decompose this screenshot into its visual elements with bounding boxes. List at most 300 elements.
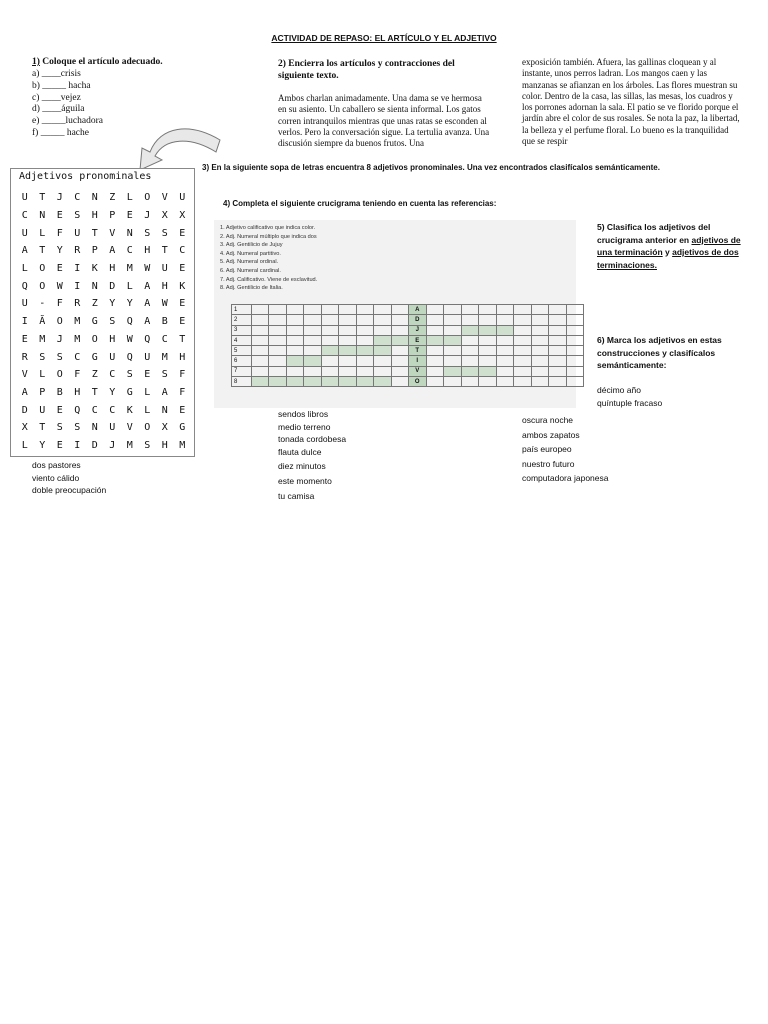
wordsearch-letter: E (179, 263, 186, 275)
crossword-cell (531, 377, 549, 387)
wordsearch-letter: Y (109, 298, 116, 310)
crossword-cell (269, 377, 287, 387)
list-item: medio terreno (278, 421, 331, 432)
page-title: ACTIVIDAD DE REPASO: EL ARTÍCULO Y EL ADJETIVO (271, 33, 497, 43)
wordsearch-letter: V (21, 369, 28, 381)
section1-number: 1) (32, 57, 40, 67)
list-item: oscura noche (522, 415, 574, 425)
wordsearch-letter: O (56, 369, 63, 381)
wordsearch-letter: S (56, 351, 63, 363)
wordsearch-letter: E (21, 333, 28, 345)
wordsearch-letter: Q (21, 280, 28, 292)
crossword-cell (531, 305, 549, 315)
wordsearch-letter: X (179, 210, 186, 222)
list-item: e) _____luchadora (32, 116, 103, 127)
crossword-cell (339, 305, 357, 315)
crossword-cell (374, 305, 392, 315)
wordsearch-row (16, 419, 191, 437)
wordsearch-letter: W (144, 263, 151, 275)
crossword-cell (426, 305, 444, 315)
section5-heading (597, 221, 747, 271)
list-item: tu camisa (278, 490, 315, 501)
crossword-cell (531, 315, 549, 325)
crossword-cell (461, 325, 479, 335)
crossword-cell (269, 346, 287, 356)
wordsearch-letter: Q (126, 351, 133, 363)
wordsearch-letter: M (161, 351, 168, 363)
wordsearch-letter: Q (144, 333, 151, 345)
crossword-cell (566, 366, 584, 376)
crossword-cell (374, 315, 392, 325)
crossword-cell (496, 366, 514, 376)
wordsearch-letter: U (21, 298, 28, 310)
list-item: flauta dulce (278, 446, 322, 457)
wordsearch-row (16, 437, 191, 455)
section2-heading: 2) Encierra los artículos y contracciones del siguiente texto. (278, 59, 455, 81)
wordsearch-letter: F (56, 227, 63, 239)
crossword-cell (251, 346, 269, 356)
wordsearch-letter: E (179, 227, 186, 239)
wordsearch-letter: V (126, 422, 133, 434)
wordsearch-letter: U (39, 404, 46, 416)
crossword-cell (426, 315, 444, 325)
wordsearch-letter: M (74, 316, 81, 328)
crossword-cell (374, 346, 392, 356)
wordsearch-letter: M (126, 263, 133, 275)
wordsearch-letter: N (126, 227, 133, 239)
section1-heading (32, 57, 163, 67)
crossword-cell (531, 335, 549, 345)
wordsearch-letter: M (39, 333, 46, 345)
crossword-cell (566, 335, 584, 345)
wordsearch-letter: E (179, 404, 186, 416)
wordsearch-letter: L (21, 439, 28, 451)
wordsearch-letter: T (39, 422, 46, 434)
wordsearch-row (16, 207, 191, 225)
wordsearch-letter: J (109, 439, 116, 451)
crossword-cell (496, 346, 514, 356)
wordsearch-letter: A (144, 298, 151, 310)
crossword-cell (514, 325, 532, 335)
wordsearch-letter: O (39, 280, 46, 292)
crossword-row-number: 3 (232, 325, 252, 335)
crossword-cell (339, 315, 357, 325)
wordsearch-letter: X (161, 422, 168, 434)
crossword-cell (549, 325, 567, 335)
wordsearch-letter: I (21, 316, 28, 328)
crossword-row (232, 325, 584, 335)
crossword-cell (374, 366, 392, 376)
crossword-cell (549, 356, 567, 366)
crossword-row (232, 315, 584, 325)
crossword-cell (391, 325, 409, 335)
wordsearch-letter: E (56, 210, 63, 222)
wordsearch-letter: H (144, 245, 151, 257)
wordsearch-letter: X (161, 210, 168, 222)
crossword-cell (496, 356, 514, 366)
wordsearch-letter: P (91, 245, 98, 257)
wordsearch-row (16, 277, 191, 295)
crossword-cell (304, 356, 322, 366)
wordsearch-letter: G (126, 386, 133, 398)
crossword-cell (444, 325, 462, 335)
list-item: viento cálido (32, 472, 80, 483)
crossword-cell (461, 366, 479, 376)
crossword-row-number: 1 (232, 305, 252, 315)
reference-item: 3. Adj. Gentilicio de Jujuy (220, 242, 283, 249)
wordsearch-letter: C (91, 404, 98, 416)
crossword-cell (444, 335, 462, 345)
crossword-cell (374, 356, 392, 366)
wordsearch-letter: A (21, 386, 28, 398)
crossword-cell (374, 377, 392, 387)
crossword-row-number: 5 (232, 346, 252, 356)
wordsearch-letter: L (39, 369, 46, 381)
crossword-cell (251, 356, 269, 366)
wordsearch-letter: M (74, 333, 81, 345)
wordsearch-letter: D (21, 404, 28, 416)
crossword-cell (531, 356, 549, 366)
crossword-cell (286, 377, 304, 387)
list-item: tonada cordobesa (278, 434, 347, 445)
wordsearch-letter: X (21, 422, 28, 434)
wordsearch-letter: S (56, 422, 63, 434)
crossword-row-number: 2 (232, 315, 252, 325)
crossword-cell (374, 335, 392, 345)
crossword-cell (286, 366, 304, 376)
wordsearch-letter: K (126, 404, 133, 416)
crossword-cell (356, 346, 374, 356)
reference-item: 2. Adj. Numeral múltiplo que indica dos (220, 233, 317, 240)
wordsearch-letter: Z (91, 298, 98, 310)
section2-paragraph-left: Ambos charlan animadamente. Una dama se ve hermosa en su asiento. Un caballero se sienta informal. Los gatos corren intranquilos mientras que unas ratas se esconden al verlos. Pero la conversación sigue. La tertulia avanza. Una discusión siempre da buenos frutos. Una (278, 93, 490, 149)
wordsearch-letter: T (39, 245, 46, 257)
crossword-cell (479, 315, 497, 325)
wordsearch-letter: R (21, 351, 28, 363)
wordsearch-letter: H (179, 351, 186, 363)
crossword-cell (496, 325, 514, 335)
wordsearch-letter: N (161, 404, 168, 416)
wordsearch-letter: Q (74, 404, 81, 416)
wordsearch-letter: M (179, 439, 186, 451)
list-item: computadora japonesa (522, 473, 609, 483)
wordsearch-row (16, 313, 191, 331)
wordsearch-letter: S (126, 369, 133, 381)
wordsearch-letter: J (56, 192, 63, 204)
wordsearch-row (16, 295, 191, 313)
wordsearch-letter: U (21, 227, 28, 239)
crossword-cell (566, 325, 584, 335)
wordsearch-letter: C (109, 369, 116, 381)
wordsearch-letter: S (39, 351, 46, 363)
wordsearch-letter: U (21, 192, 28, 204)
crossword-cell (251, 377, 269, 387)
crossword-cell (356, 335, 374, 345)
crossword-cell (356, 356, 374, 366)
wordsearch-letter: L (126, 280, 133, 292)
crossword-cell (461, 335, 479, 345)
crossword-cell (391, 335, 409, 345)
list-item: b) _____ hacha (32, 80, 91, 91)
wordsearch-letter: H (161, 280, 168, 292)
section3-heading: 3) En la siguiente sopa de letras encuentra 8 adjetivos pronominales. Una vez encontrados clasifícalos semánticamente. (202, 163, 660, 172)
list-item: c) ____vejez (32, 92, 81, 103)
crossword-cell (549, 335, 567, 345)
wordsearch-letter: I (74, 439, 81, 451)
wordsearch-letter: B (56, 386, 63, 398)
wordsearch-letter: F (179, 369, 186, 381)
section5-text: 5) Clasifica los adjetivos del crucigrama anterior en (597, 222, 711, 245)
crossword-cell (496, 335, 514, 345)
crossword-row (232, 305, 584, 315)
crossword-cell (514, 305, 532, 315)
list-item: ambos zapatos (522, 429, 580, 440)
crossword-cell (566, 356, 584, 366)
crossword-cell (566, 346, 584, 356)
wordsearch-letter: E (56, 439, 63, 451)
crossword-cell (444, 305, 462, 315)
wordsearch-letter: P (39, 386, 46, 398)
section4-heading: 4) Completa el siguiente crucigrama teniendo en cuenta las referencias: (223, 199, 497, 208)
wordsearch-letter: W (56, 280, 63, 292)
section2-paragraph-right: exposición también. Afuera, las gallinas cloquean y al instante, unos perros ladran. Los mangos caen y las manzanas se afianzan en los árboles. Las flores muestran su color. Dentro de la casa, las sillas, las mesas, los cuadros y los porrones adornan la sala. El patio se ve florido porque el jardín abre el color de sus rosales. Se nota la paz, la libertad, la belleza y el perfume floral. Lo bueno es la tranquilidad que se respir (522, 57, 740, 147)
crossword-cell (549, 346, 567, 356)
crossword-cell (531, 325, 549, 335)
crossword-cell (286, 356, 304, 366)
wordsearch-letter: - (39, 298, 46, 310)
crossword-cell (514, 335, 532, 345)
wordsearch-row (16, 348, 191, 366)
wordsearch-letter: S (144, 227, 151, 239)
crossword-cell (426, 366, 444, 376)
list-item: doble preocupación (32, 485, 107, 496)
wordsearch-letter: C (21, 210, 28, 222)
wordsearch-letter: Z (91, 369, 98, 381)
wordsearch-letter: O (91, 333, 98, 345)
crossword-cell (496, 377, 514, 387)
wordsearch-letter: G (91, 351, 98, 363)
wordsearch-letter: C (126, 245, 133, 257)
wordsearch-letter: K (179, 280, 186, 292)
crossword-cell (549, 315, 567, 325)
crossword-cell (514, 366, 532, 376)
crossword-cell (479, 305, 497, 315)
crossword-cell (566, 315, 584, 325)
wordsearch-row (16, 331, 191, 349)
wordsearch-row (16, 401, 191, 419)
wordsearch-letter: D (91, 439, 98, 451)
wordsearch-letter: E (144, 369, 151, 381)
crossword-cell (321, 366, 339, 376)
wordsearch-row (16, 189, 191, 207)
section1-list (32, 69, 103, 140)
wordsearch-letter: C (179, 245, 186, 257)
crossword-cell (374, 325, 392, 335)
phrase-list-a (597, 384, 662, 409)
wordsearch-letter: T (161, 245, 168, 257)
crossword-cell (514, 346, 532, 356)
list-item: d) ____águila (32, 104, 85, 115)
section6-heading: 6) Marca los adjetivos en estas construcciones y clasifícalos semánticamente: (597, 335, 722, 370)
section5-term-two: adjetivos de dos terminaciones. (597, 247, 739, 270)
reference-item: 5. Adj. Numeral ordinal. (220, 259, 279, 266)
crossword-cell (339, 356, 357, 366)
crossword-cell (251, 335, 269, 345)
crossword-cell (514, 315, 532, 325)
wordsearch-letter: M (126, 439, 133, 451)
crossword-row-number: 6 (232, 356, 252, 366)
crossword-cell (321, 325, 339, 335)
reference-item: 8. Adj. Gentilicio de Italia. (220, 285, 283, 292)
crossword-cell (356, 366, 374, 376)
crossword-cell (461, 377, 479, 387)
crossword-row-number: 7 (232, 366, 252, 376)
reference-item: 6. Adj. Numeral cardinal. (220, 267, 281, 274)
crossword-cell (251, 325, 269, 335)
wordsearch-letter: Y (126, 298, 133, 310)
wordsearch-letter: U (109, 422, 116, 434)
list-item: este momento (278, 475, 332, 486)
crossword-cell (444, 356, 462, 366)
wordsearch-letter: N (91, 422, 98, 434)
wordsearch-letter: V (109, 227, 116, 239)
wordsearch-letter: H (161, 439, 168, 451)
crossword-cell (461, 315, 479, 325)
crossword-cell (496, 315, 514, 325)
crossword-cell (304, 366, 322, 376)
crossword-key-letter: A (409, 305, 427, 315)
wordsearch-letter: S (161, 227, 168, 239)
crossword-cell (426, 356, 444, 366)
crossword-cell (286, 335, 304, 345)
crossword-cell (304, 377, 322, 387)
wordsearch-row (16, 224, 191, 242)
wordsearch-letter: C (161, 333, 168, 345)
list-item: dos pastores (32, 460, 81, 470)
wordsearch-letter: S (144, 439, 151, 451)
crossword-cell (269, 335, 287, 345)
wordsearch-letter: B (161, 316, 168, 328)
reference-item: 7. Adj. Calificativo. Viene de esclavitud. (220, 276, 318, 283)
wordsearch-letter: P (109, 210, 116, 222)
crossword-cell (391, 366, 409, 376)
wordsearch-letter: E (56, 263, 63, 275)
crossword-cell (549, 305, 567, 315)
crossword-cell (269, 305, 287, 315)
wordsearch-letter: A (144, 280, 151, 292)
crossword-row (232, 335, 584, 345)
crossword-cell (339, 325, 357, 335)
wordsearch-letter: L (144, 404, 151, 416)
wordsearch-row (16, 384, 191, 402)
wordsearch-title: Adjetivos pronominales (19, 171, 152, 182)
wordsearch-letter: H (91, 210, 98, 222)
crossword-cell (269, 366, 287, 376)
wordsearch-letter: F (179, 386, 186, 398)
crossword-cell (479, 377, 497, 387)
crossword-cell (566, 305, 584, 315)
crossword-cell (531, 346, 549, 356)
crossword-cell (391, 377, 409, 387)
crossword-cell (444, 377, 462, 387)
wordsearch-letter: G (179, 422, 186, 434)
list-item: a) ____crisis (32, 69, 81, 79)
wordsearch-letter: E (56, 404, 63, 416)
wordsearch-letter: A (161, 386, 168, 398)
wordsearch-letter: U (74, 227, 81, 239)
crossword-cell (356, 315, 374, 325)
wordsearch-letter: Ă (39, 316, 46, 328)
wordsearch-letter: C (74, 192, 81, 204)
crossword-row (232, 366, 584, 376)
crossword-key-letter: J (409, 325, 427, 335)
crossword-cell (304, 305, 322, 315)
crossword-key-letter: E (409, 335, 427, 345)
wordsearch-letter: O (56, 316, 63, 328)
phrase-list-c (278, 408, 346, 502)
crossword-cell (549, 366, 567, 376)
crossword-cell (479, 366, 497, 376)
crossword-cell (269, 356, 287, 366)
crossword-cell (479, 346, 497, 356)
crossword-cell (321, 305, 339, 315)
list-item: diez minutos (278, 461, 326, 472)
crossword-cell (321, 335, 339, 345)
wordsearch-letter: A (144, 316, 151, 328)
wordsearch-letter: O (39, 263, 46, 275)
crossword-cell (251, 366, 269, 376)
wordsearch-letter: V (161, 192, 168, 204)
crossword-cell (391, 305, 409, 315)
wordsearch-letter: H (109, 333, 116, 345)
crossword-cell (426, 377, 444, 387)
crossword-cell (356, 305, 374, 315)
crossword-cell (391, 346, 409, 356)
list-item: sendos libros (278, 409, 329, 419)
crossword-cell (531, 366, 549, 376)
crossword-cell (514, 377, 532, 387)
wordsearch-row (16, 366, 191, 384)
list-item: f) _____ hache (32, 127, 89, 138)
wordsearch-letter: E (179, 316, 186, 328)
wordsearch-letter: U (109, 351, 116, 363)
crossword-cell (304, 325, 322, 335)
wordsearch-row (16, 242, 191, 260)
wordsearch-letter: E (179, 298, 186, 310)
crossword-cell (339, 377, 357, 387)
wordsearch-letter: W (126, 333, 133, 345)
wordsearch-letter: U (144, 351, 151, 363)
crossword-cell (496, 305, 514, 315)
list-item: décimo año (597, 385, 641, 395)
crossword-cell (304, 335, 322, 345)
reference-item: 1. Adjetivo calificativo que indica color. (220, 225, 316, 231)
section5-and: y (662, 247, 673, 257)
crossword-row (232, 377, 584, 387)
wordsearch-letter: T (91, 227, 98, 239)
wordsearch-letter: Y (56, 245, 63, 257)
wordsearch-letter: N (91, 192, 98, 204)
crossword-cell (269, 315, 287, 325)
phrase-list-b (522, 413, 608, 486)
crossword-cell (391, 356, 409, 366)
crossword-row (232, 356, 584, 366)
crossword-cell (549, 377, 567, 387)
crossword-cell (426, 346, 444, 356)
wordsearch-letter: S (74, 422, 81, 434)
wordsearch-letter: O (144, 192, 151, 204)
crossword-cell (251, 315, 269, 325)
